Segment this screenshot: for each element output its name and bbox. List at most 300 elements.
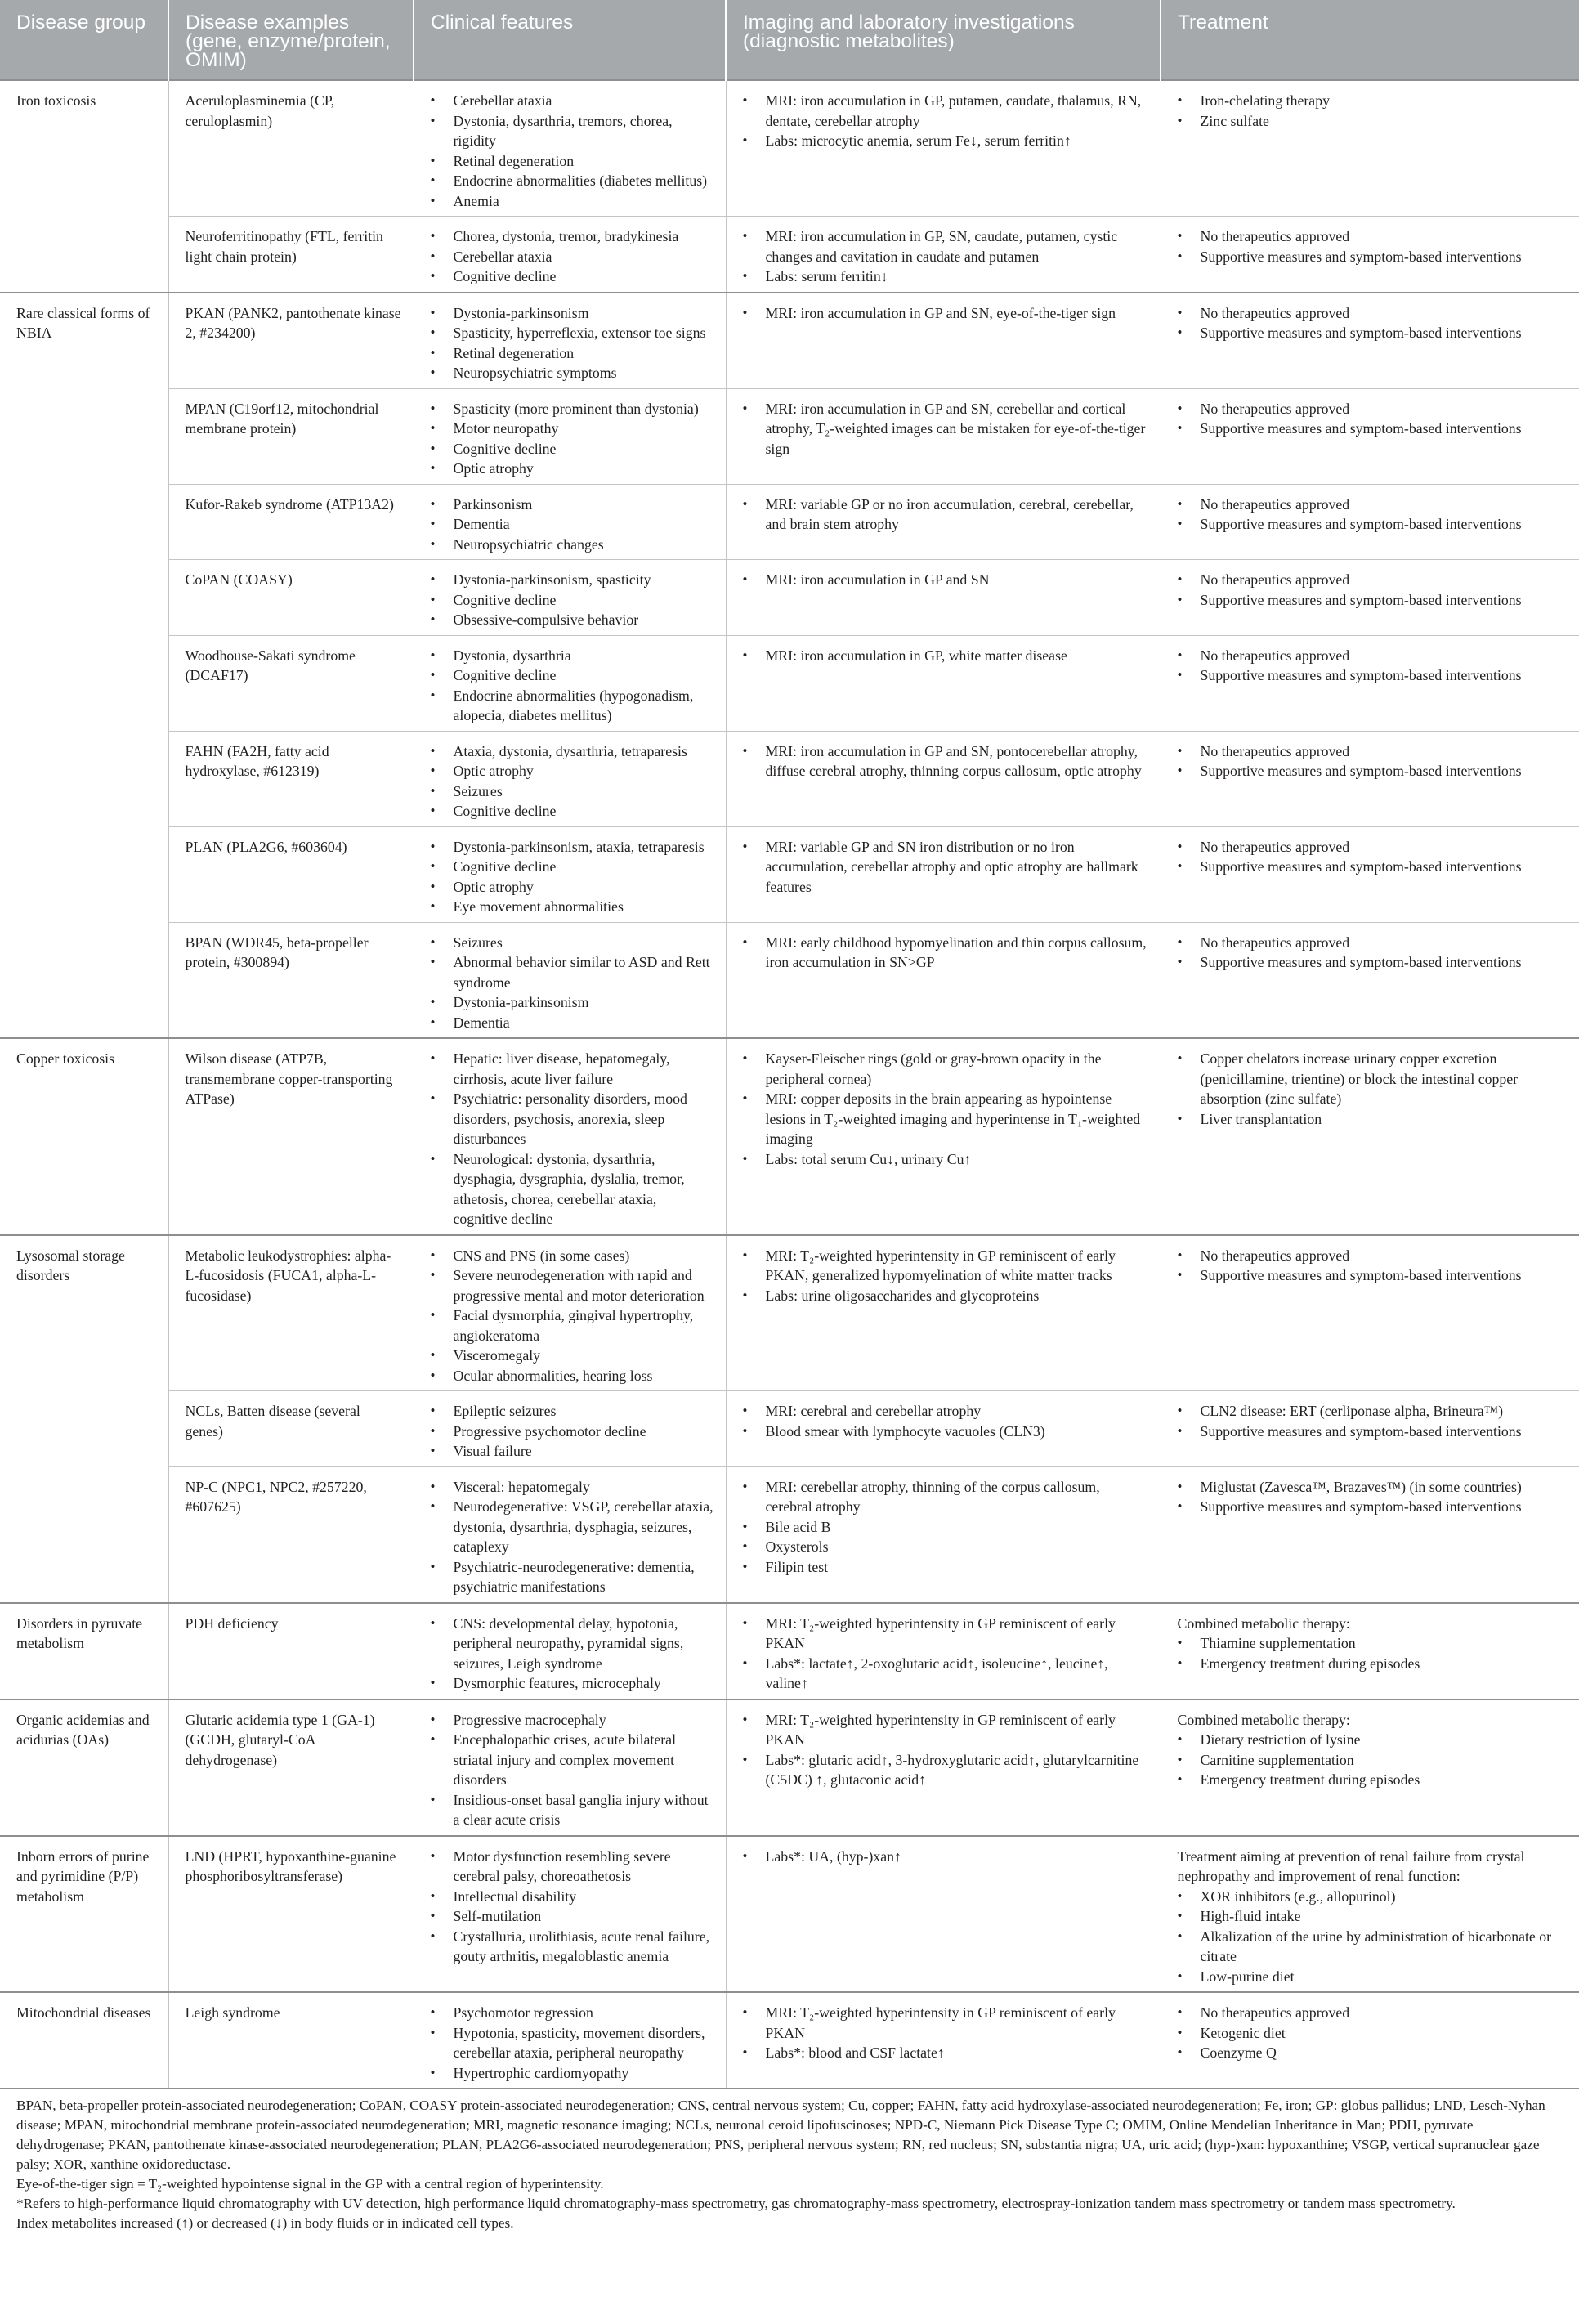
list-item: • MRI: iron accumulation in GP, putamen, caudate, thalamus, RN, dentate, cerebellar atrophy (743, 91, 1149, 131)
list-item: • MRI: iron accumulation in GP and SN, pontocerebellar atrophy, diffuse cerebral atrophy, thinning corpus callosum, optic atrophy (743, 741, 1149, 781)
list-item: • Ataxia, dystonia, dysarthria, tetraparesis (431, 741, 714, 762)
list-item: • Spasticity, hyperreflexia, extensor toe signs (431, 323, 714, 343)
list-item: • Psychomotor regression (431, 2003, 714, 2023)
imaging-lab-cell (726, 922, 1161, 1038)
list-item: • Psychiatric-neurodegenerative: dementia, psychiatric manifestations (431, 1557, 714, 1597)
header-disease-group: Disease group (0, 0, 168, 80)
list-item: • Emergency treatment during episodes (1178, 1770, 1568, 1790)
imaging-lab-cell (726, 826, 1161, 922)
imaging-lab-cell-list (743, 741, 1149, 781)
list-item: • Dystonia-parkinsonism (431, 303, 714, 324)
table-body (0, 80, 1579, 2088)
list-item: • MRI: iron accumulation in GP, white matter disease (743, 646, 1149, 666)
list-item: • Chorea, dystonia, tremor, bradykinesia (431, 226, 714, 247)
clinical-features-cell (414, 1699, 726, 1836)
treatment-cell (1161, 560, 1579, 636)
clinical-features-cell (414, 1038, 726, 1235)
clinical-features-cell-list (431, 1246, 714, 1386)
disease-group-cell: Organic acidemias and acidurias (OAs) (0, 1699, 168, 1836)
clinical-features-cell-list (431, 91, 714, 211)
list-item: • Kayser-Fleischer rings (gold or gray-brown opacity in the peripheral cornea) (743, 1049, 1149, 1089)
list-item: • Miglustat (Zavesca™, Brazaves™) (in some countries) (1178, 1477, 1568, 1498)
disease-example-cell: Metabolic leukodystrophies: alpha-L-fucosidosis (FUCA1, alpha-L-fucosidase) (168, 1235, 414, 1391)
clinical-features-cell (414, 1235, 726, 1391)
treatment-cell-list (1178, 570, 1568, 610)
list-item: • Optic atrophy (431, 877, 714, 898)
disease-example-cell: CoPAN (COASY) (168, 560, 414, 636)
imaging-lab-cell (726, 560, 1161, 636)
list-item: • Supportive measures and symptom-based interventions (1178, 857, 1568, 877)
list-item: • Retinal degeneration (431, 151, 714, 172)
disease-group-cell: Rare classical forms of NBIA (0, 293, 168, 1039)
list-item: • Cognitive decline (431, 665, 714, 686)
clinical-features-cell-list (431, 646, 714, 726)
list-item: • Endocrine abnormalities (hypogonadism, alopecia, diabetes mellitus) (431, 686, 714, 726)
list-item: • Retinal degeneration (431, 343, 714, 364)
list-item: • Cognitive decline (431, 590, 714, 611)
disease-example-cell: NCLs, Batten disease (several genes) (168, 1391, 414, 1467)
treatment-cell (1161, 635, 1579, 731)
list-item: • Iron-chelating therapy (1178, 91, 1568, 111)
list-item: • Dysmorphic features, microcephaly (431, 1673, 714, 1694)
list-item: • Cerebellar ataxia (431, 91, 714, 111)
list-item: • Neuropsychiatric changes (431, 535, 714, 555)
table-row (0, 1038, 1579, 1235)
clinical-features-cell-list (431, 2003, 714, 2083)
clinical-features-cell (414, 1466, 726, 1603)
imaging-lab-cell (726, 1699, 1161, 1836)
clinical-features-cell-list (431, 741, 714, 822)
treatment-cell (1161, 922, 1579, 1038)
list-item: • Encephalopathic crises, acute bilateral striatal injury and complex movement disorders (431, 1730, 714, 1790)
table-row (0, 80, 1579, 217)
list-item: • Neurodegenerative: VSGP, cerebellar ataxia, dystonia, dysarthria, dysphagia, seizures, cataplexy (431, 1497, 714, 1557)
table-row (0, 1466, 1579, 1603)
imaging-lab-cell-list (743, 91, 1149, 151)
imaging-lab-cell (726, 484, 1161, 560)
list-item: • Alkalization of the urine by administration of bicarbonate or citrate (1178, 1927, 1568, 1967)
list-item: • Labs*: lactate↑, 2-oxoglutaric acid↑, isoleucine↑, leucine↑, valine↑ (743, 1654, 1149, 1694)
treatment-cell-list (1178, 1477, 1568, 1517)
list-item: • Thiamine supplementation (1178, 1633, 1568, 1654)
list-item: • Bile acid B (743, 1517, 1149, 1538)
list-item: • CNS: developmental delay, hypotonia, peripheral neuropathy, pyramidal signs, seizures, Leigh syndrome (431, 1614, 714, 1674)
disease-example-cell: MPAN (C19orf12, mitochondrial membrane protein) (168, 388, 414, 484)
list-item: • MRI: T₂-weighted hyperintensity in GP reminiscent of early PKAN (743, 1614, 1149, 1654)
treatment-cell (1161, 1699, 1579, 1836)
imaging-lab-cell (726, 1235, 1161, 1391)
imaging-lab-cell-list (743, 570, 1149, 590)
treatment-cell-list (1178, 399, 1568, 439)
list-item: • MRI: early childhood hypomyelination and thin corpus callosum, iron accumulation in SN>GP (743, 933, 1149, 973)
disease-example-cell: Leigh syndrome (168, 1992, 414, 2088)
clinical-features-cell-list (431, 1847, 714, 1967)
list-item: • Emergency treatment during episodes (1178, 1654, 1568, 1674)
treatment-cell (1161, 1603, 1579, 1699)
list-item: • MRI: variable GP or no iron accumulation, cerebral, cerebellar, and brain stem atrophy (743, 495, 1149, 535)
treatment-cell (1161, 388, 1579, 484)
list-item: • Supportive measures and symptom-based interventions (1178, 514, 1568, 535)
list-item: • Labs*: UA, (hyp-)xan↑ (743, 1847, 1149, 1867)
list-item: • Optic atrophy (431, 761, 714, 781)
disease-example-cell: Woodhouse-Sakati syndrome (DCAF17) (168, 635, 414, 731)
list-item: • MRI: cerebral and cerebellar atrophy (743, 1401, 1149, 1422)
disease-example-cell: Kufor-Rakeb syndrome (ATP13A2) (168, 484, 414, 560)
imaging-lab-cell-list (743, 1246, 1149, 1306)
list-item: • Dietary restriction of lysine (1178, 1730, 1568, 1750)
treatment-cell-list (1178, 303, 1568, 343)
treatment-cell-list (1178, 1049, 1568, 1129)
list-item: • Cognitive decline (431, 857, 714, 877)
list-item: • Parkinsonism (431, 495, 714, 515)
list-item: • MRI: iron accumulation in GP and SN, cerebellar and cortical atrophy, T₂-weighted images can be mistaken for eye-of-the-tiger sign (743, 399, 1149, 459)
disease-example-cell: FAHN (FA2H, fatty acid hydroxylase, #612319) (168, 731, 414, 826)
list-item: • Dementia (431, 1013, 714, 1033)
imaging-lab-cell (726, 1836, 1161, 1993)
treatment-cell-list (1178, 1633, 1568, 1673)
list-item: • Endocrine abnormalities (diabetes mellitus) (431, 171, 714, 191)
treatment-intro: Treatment aiming at prevention of renal failure from crystal nephropathy and improvement of renal function: (1177, 1847, 1525, 1884)
list-item: • MRI: iron accumulation in GP, SN, caudate, putamen, cystic changes and cavitation in caudate and putamen (743, 226, 1149, 266)
clinical-features-cell-list (431, 837, 714, 917)
table-header (0, 0, 1579, 80)
header-treatment: Treatment (1161, 0, 1579, 80)
clinical-features-cell (414, 1836, 726, 1993)
list-item: • Ketogenic diet (1178, 2023, 1568, 2044)
list-item: • Dementia (431, 514, 714, 535)
list-item: • MRI: T₂-weighted hyperintensity in GP reminiscent of early PKAN (743, 2003, 1149, 2043)
clinical-features-cell (414, 388, 726, 484)
list-item: • Visual failure (431, 1441, 714, 1462)
list-item: • Filipin test (743, 1557, 1149, 1578)
table-row (0, 293, 1579, 389)
disease-group-cell: Inborn errors of purine and pyrimidine (P/P) metabolism (0, 1836, 168, 1993)
list-item: • No therapeutics approved (1178, 1246, 1568, 1266)
table-row (0, 1235, 1579, 1391)
imaging-lab-cell (726, 731, 1161, 826)
list-item: • Low-purine diet (1178, 1967, 1568, 1987)
list-item: • Supportive measures and symptom-based interventions (1178, 1497, 1568, 1517)
list-item: • Epileptic seizures (431, 1401, 714, 1422)
imaging-lab-cell-list (743, 933, 1149, 973)
treatment-cell-list (1178, 495, 1568, 535)
clinical-features-cell-list (431, 399, 714, 479)
list-item: • Copper chelators increase urinary copper excretion (penicillamine, trientine) or block the intestinal copper absorption (zinc sulfate) (1178, 1049, 1568, 1109)
imaging-lab-cell (726, 1466, 1161, 1603)
clinical-features-cell (414, 1992, 726, 2088)
list-item: • Visceral: hepatomegaly (431, 1477, 714, 1498)
table-row (0, 484, 1579, 560)
list-item: • No therapeutics approved (1178, 2003, 1568, 2023)
disease-example-cell: BPAN (WDR45, beta-propeller protein, #300894) (168, 922, 414, 1038)
list-item: • Labs*: blood and CSF lactate↑ (743, 2043, 1149, 2063)
treatment-cell (1161, 484, 1579, 560)
disease-example-cell: LND (HPRT, hypoxanthine-guanine phosphoribosyltransferase) (168, 1836, 414, 1993)
list-item: • Blood smear with lymphocyte vacuoles (CLN3) (743, 1422, 1149, 1442)
treatment-cell (1161, 80, 1579, 217)
list-item: • Seizures (431, 933, 714, 953)
clinical-features-cell (414, 826, 726, 922)
treatment-cell (1161, 1466, 1579, 1603)
treatment-cell (1161, 1391, 1579, 1467)
treatment-cell-list (1178, 933, 1568, 973)
list-item: • Zinc sulfate (1178, 111, 1568, 132)
list-item: • MRI: cerebellar atrophy, thinning of the corpus callosum, cerebral atrophy (743, 1477, 1149, 1517)
treatment-cell (1161, 731, 1579, 826)
imaging-lab-cell (726, 1603, 1161, 1699)
imaging-lab-cell-list (743, 1614, 1149, 1694)
header-imaging-lab: Imaging and laboratory investigations (diagnostic metabolites) (726, 0, 1161, 80)
list-item: • Dystonia, dysarthria, tremors, chorea, rigidity (431, 111, 714, 151)
footnote: Eye-of-the-tiger sign = T₂-weighted hypointense signal in the GP with a central region of hyperintensity. (16, 2176, 604, 2192)
imaging-lab-cell-list (743, 303, 1149, 324)
list-item: • MRI: iron accumulation in GP and SN, eye-of-the-tiger sign (743, 303, 1149, 324)
table-row (0, 1391, 1579, 1467)
disease-example-cell: Glutaric acidemia type 1 (GA-1) (GCDH, glutaryl-CoA dehydrogenase) (168, 1699, 414, 1836)
list-item: • Facial dysmorphia, gingival hypertrophy, angiokeratoma (431, 1305, 714, 1346)
clinical-features-cell (414, 217, 726, 293)
list-item: • Labs: urine oligosaccharides and glycoproteins (743, 1286, 1149, 1306)
list-item: • MRI: iron accumulation in GP and SN (743, 570, 1149, 590)
list-item: • Motor neuropathy (431, 419, 714, 439)
clinical-features-cell-list (431, 1614, 714, 1694)
imaging-lab-cell-list (743, 1710, 1149, 1790)
table-row (0, 217, 1579, 293)
footnote: BPAN, beta-propeller protein-associated neurodegeneration; CoPAN, COASY protein-associated neurodegeneration; CNS, central nervous system; Cu, copper; FAHN, fatty acid hydroxylase-associated neurodegeneration; Fe, iron; GP: globus pallidus; LND, Lesch-Nyhan disease; MPAN, mitochondrial membrane protein-associated neurodegeneration; MRI, magnetic resonance imaging; NCLs, neuronal ceroid lipofuscinoses; NPD-C, Niemann Pick Disease Type C; OMIM, Online Mendelian Inheritance in Man; PDH, pyruvate dehydrogenase; PKAN, pantothenate kinase-associated neurodegeneration; PLAN, PLA2G6-associated neurodegeneration; PNS, peripheral nervous system; RN, red nucleus; SN, substantia nigra; UA, uric acid; (hyp-)xan: hypoxanthine; VSGP, vertical supranuclear gaze palsy; XOR, xanthine oxidoreductase. (16, 2098, 1545, 2172)
clinical-features-cell (414, 731, 726, 826)
treatment-cell-list (1178, 646, 1568, 686)
header-clinical-features: Clinical features (414, 0, 726, 80)
list-item: • Oxysterols (743, 1537, 1149, 1557)
treatment-cell-list (1178, 91, 1568, 131)
treatment-cell-list (1178, 1887, 1568, 1987)
treatment-cell-list (1178, 1730, 1568, 1790)
clinical-features-cell (414, 635, 726, 731)
imaging-lab-cell (726, 217, 1161, 293)
clinical-features-cell (414, 922, 726, 1038)
list-item: • Neurological: dystonia, dysarthria, dysphagia, dysgraphia, dyslalia, tremor, athetosis, chorea, cerebellar ataxia, cognitive decline (431, 1149, 714, 1229)
list-item: • Cognitive decline (431, 266, 714, 287)
list-item: • No therapeutics approved (1178, 837, 1568, 858)
list-item: • Anemia (431, 191, 714, 212)
list-item: • Ocular abnormalities, hearing loss (431, 1366, 714, 1386)
list-item: • Severe neurodegeneration with rapid and progressive mental and motor deterioration (431, 1265, 714, 1305)
treatment-cell (1161, 1836, 1579, 1993)
table-row (0, 1836, 1579, 1993)
list-item: • MRI: variable GP and SN iron distribution or no iron accumulation, cerebellar atrophy and optic atrophy are hallmark features (743, 837, 1149, 898)
list-item: • Obsessive-compulsive behavior (431, 610, 714, 630)
imaging-lab-cell-list (743, 226, 1149, 287)
clinical-features-cell-list (431, 226, 714, 287)
treatment-cell-list (1178, 226, 1568, 266)
list-item: • Supportive measures and symptom-based interventions (1178, 761, 1568, 781)
clinical-features-cell-list (431, 570, 714, 630)
imaging-lab-cell-list (743, 1401, 1149, 1441)
treatment-cell-list (1178, 1401, 1568, 1441)
imaging-lab-cell (726, 388, 1161, 484)
imaging-lab-cell-list (743, 1049, 1149, 1169)
table-row (0, 826, 1579, 922)
list-item: • Progressive psychomotor decline (431, 1422, 714, 1442)
list-item: • Supportive measures and symptom-based interventions (1178, 1265, 1568, 1286)
disease-example-cell: Wilson disease (ATP7B, transmembrane copper-transporting ATPase) (168, 1038, 414, 1235)
table-row (0, 560, 1579, 636)
table-row (0, 922, 1579, 1038)
list-item: • Labs: serum ferritin↓ (743, 266, 1149, 287)
treatment-cell (1161, 1992, 1579, 2088)
list-item: • Cognitive decline (431, 801, 714, 822)
imaging-lab-cell (726, 80, 1161, 217)
treatment-cell-list (1178, 2003, 1568, 2063)
list-item: • Hepatic: liver disease, hepatomegaly, cirrhosis, acute liver failure (431, 1049, 714, 1089)
treatment-cell (1161, 1038, 1579, 1235)
treatment-cell (1161, 217, 1579, 293)
clinical-features-cell-list (431, 303, 714, 383)
list-item: • Psychiatric: personality disorders, mood disorders, psychosis, anorexia, sleep disturbances (431, 1089, 714, 1149)
list-item: • XOR inhibitors (e.g., allopurinol) (1178, 1887, 1568, 1907)
table-row (0, 635, 1579, 731)
list-item: • Hypertrophic cardiomyopathy (431, 2063, 714, 2084)
list-item: • Self-mutilation (431, 1906, 714, 1927)
list-item: • Cognitive decline (431, 439, 714, 459)
imaging-lab-cell (726, 1391, 1161, 1467)
disease-group-cell: Mitochondrial diseases (0, 1992, 168, 2088)
disease-example-cell: Neuroferritinopathy (FTL, ferritin light chain protein) (168, 217, 414, 293)
imaging-lab-cell-list (743, 1847, 1149, 1867)
list-item: • Progressive macrocephaly (431, 1710, 714, 1731)
treatment-intro: Combined metabolic therapy: (1177, 1711, 1350, 1728)
imaging-lab-cell-list (743, 1477, 1149, 1578)
list-item: • Hypotonia, spasticity, movement disorders, cerebellar ataxia, peripheral neuropathy (431, 2023, 714, 2063)
table-row (0, 1699, 1579, 1836)
list-item: • Supportive measures and symptom-based interventions (1178, 590, 1568, 611)
clinical-features-cell-list (431, 933, 714, 1033)
clinical-features-cell (414, 1603, 726, 1699)
list-item: • No therapeutics approved (1178, 303, 1568, 324)
table-row (0, 731, 1579, 826)
list-item: • Eye movement abnormalities (431, 897, 714, 917)
list-item: • Supportive measures and symptom-based interventions (1178, 419, 1568, 439)
list-item: • Supportive measures and symptom-based interventions (1178, 323, 1568, 343)
clinical-features-cell-list (431, 1049, 714, 1229)
list-item: • Neuropsychiatric symptoms (431, 363, 714, 383)
list-item: • No therapeutics approved (1178, 226, 1568, 247)
list-item: • Motor dysfunction resembling severe cerebral palsy, choreoathetosis (431, 1847, 714, 1887)
list-item: • Coenzyme Q (1178, 2043, 1568, 2063)
list-item: • Crystalluria, urolithiasis, acute renal failure, gouty arthritis, megaloblastic anemia (431, 1927, 714, 1967)
footnote: Index metabolites increased (↑) or decreased (↓) in body fluids or in indicated cell types. (16, 2215, 514, 2231)
treatment-cell (1161, 1235, 1579, 1391)
list-item: • No therapeutics approved (1178, 933, 1568, 953)
imaging-lab-cell-list (743, 646, 1149, 666)
treatment-cell (1161, 293, 1579, 389)
imaging-lab-cell (726, 635, 1161, 731)
treatment-cell-list (1178, 1246, 1568, 1286)
list-item: • Liver transplantation (1178, 1109, 1568, 1130)
imaging-lab-cell-list (743, 2003, 1149, 2063)
treatment-intro: Combined metabolic therapy: (1177, 1614, 1350, 1632)
clinical-features-cell (414, 293, 726, 389)
list-item: • Insidious-onset basal ganglia injury without a clear acute crisis (431, 1790, 714, 1830)
list-item: • No therapeutics approved (1178, 399, 1568, 419)
table-footnotes (0, 2088, 1579, 2233)
list-item: • Cerebellar ataxia (431, 247, 714, 267)
disease-example-cell: PDH deficiency (168, 1603, 414, 1699)
clinical-features-cell-list (431, 1477, 714, 1597)
imaging-lab-cell (726, 1038, 1161, 1235)
list-item: • CLN2 disease: ERT (cerliponase alpha, Brineura™) (1178, 1401, 1568, 1422)
list-item: • Labs: total serum Cu↓, urinary Cu↑ (743, 1149, 1149, 1170)
imaging-lab-cell (726, 1992, 1161, 2088)
table-row (0, 1992, 1579, 2088)
clinical-features-cell (414, 1391, 726, 1467)
disease-group-cell: Iron toxicosis (0, 80, 168, 293)
footnote: *Refers to high-performance liquid chromatography with UV detection, high performance liquid chromatography-mass spectrometry, gas chromatography-mass spectrometry, electrospray-ionization tandem mass spectrometry or tandem mass spectrometry. (16, 2196, 1456, 2211)
table-row (0, 388, 1579, 484)
disease-example-cell: PKAN (PANK2, pantothenate kinase 2, #234200) (168, 293, 414, 389)
list-item: • MRI: copper deposits in the brain appearing as hypointense lesions in T₂-weighted imaging and hyperintense in T₁-weighted imaging (743, 1089, 1149, 1149)
list-item: • Labs*: glutaric acid↑, 3-hydroxyglutaric acid↑, glutarylcarnitine (C5DC) ↑, glutaconic acid↑ (743, 1750, 1149, 1790)
list-item: • Supportive measures and symptom-based interventions (1178, 665, 1568, 686)
imaging-lab-cell-list (743, 399, 1149, 459)
disease-example-cell: NP-C (NPC1, NPC2, #257220, #607625) (168, 1466, 414, 1603)
clinical-features-cell (414, 80, 726, 217)
table-row (0, 1603, 1579, 1699)
disease-group-cell: Copper toxicosis (0, 1038, 168, 1235)
header-disease-examples: Disease examples (gene, enzyme/protein, OMIM) (168, 0, 414, 80)
disease-group-cell: Lysosomal storage disorders (0, 1235, 168, 1603)
list-item: • MRI: T₂-weighted hyperintensity in GP reminiscent of early PKAN (743, 1710, 1149, 1750)
list-item: • Spasticity (more prominent than dystonia) (431, 399, 714, 419)
imaging-lab-cell (726, 293, 1161, 389)
list-item: • Abnormal behavior similar to ASD and Rett syndrome (431, 952, 714, 992)
list-item: • Dystonia-parkinsonism (431, 992, 714, 1013)
list-item: • Seizures (431, 781, 714, 802)
list-item: • Dystonia-parkinsonism, spasticity (431, 570, 714, 590)
list-item: • MRI: T₂-weighted hyperintensity in GP reminiscent of early PKAN, generalized hypomyelination of white matter tracks (743, 1246, 1149, 1286)
list-item: • Supportive measures and symptom-based interventions (1178, 1422, 1568, 1442)
treatment-cell-list (1178, 741, 1568, 781)
treatment-cell (1161, 826, 1579, 922)
list-item: • Supportive measures and symptom-based interventions (1178, 247, 1568, 267)
treatment-cell-list (1178, 837, 1568, 877)
list-item: • CNS and PNS (in some cases) (431, 1246, 714, 1266)
clinical-features-cell-list (431, 495, 714, 555)
list-item: • High-fluid intake (1178, 1906, 1568, 1927)
list-item: • Visceromegaly (431, 1346, 714, 1366)
list-item: • Dystonia-parkinsonism, ataxia, tetraparesis (431, 837, 714, 858)
disease-example-cell: Aceruloplasminemia (CP, ceruloplasmin) (168, 80, 414, 217)
clinical-features-cell (414, 484, 726, 560)
list-item: • Supportive measures and symptom-based interventions (1178, 952, 1568, 973)
list-item: • Optic atrophy (431, 459, 714, 479)
clinical-features-cell (414, 560, 726, 636)
list-item: • Carnitine supplementation (1178, 1750, 1568, 1771)
list-item: • Dystonia, dysarthria (431, 646, 714, 666)
list-item: • Intellectual disability (431, 1887, 714, 1907)
clinical-features-cell-list (431, 1401, 714, 1462)
list-item: • Labs: microcytic anemia, serum Fe↓, serum ferritin↑ (743, 131, 1149, 151)
list-item: • No therapeutics approved (1178, 495, 1568, 515)
disease-group-cell: Disorders in pyruvate metabolism (0, 1603, 168, 1699)
list-item: • No therapeutics approved (1178, 741, 1568, 762)
list-item: • No therapeutics approved (1178, 570, 1568, 590)
clinical-features-cell-list (431, 1710, 714, 1830)
imaging-lab-cell-list (743, 495, 1149, 535)
list-item: • No therapeutics approved (1178, 646, 1568, 666)
imaging-lab-cell-list (743, 837, 1149, 898)
disease-example-cell: PLAN (PLA2G6, #603604) (168, 826, 414, 922)
